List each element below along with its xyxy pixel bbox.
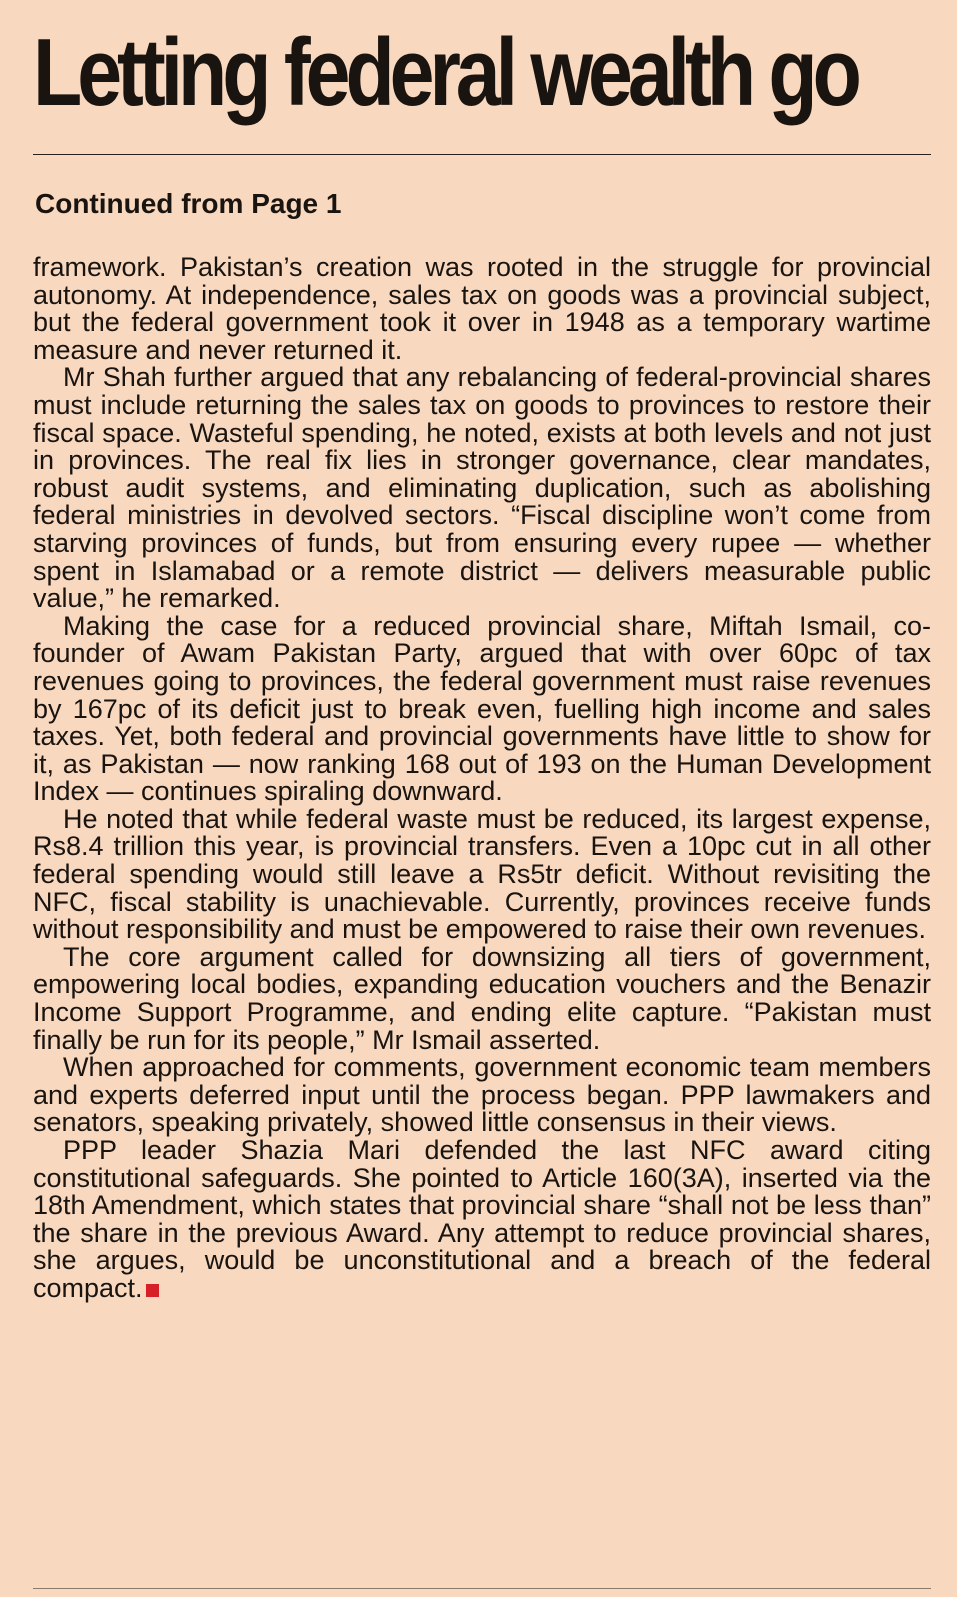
paragraph: He noted that while federal waste must be reduced, its largest expense, Rs8.4 trillion this year, is provincial transfers. Even a 10pc cut in all other federal spending would still leave a Rs5tr deficit. Without revisiting the NFC, fiscal stability is unachievable. Currently, provinces receive funds without responsibility and must be empowered to raise their own revenues. <box>33 803 931 945</box>
paragraph: The core argument called for downsizing all tiers of government, empowering local bodies, expanding education vouchers and the Benazir Income Support Programme, and ending elite capture. “Pakistan must finally be run for its people,” Mr Ismail asserted. <box>33 941 931 1055</box>
bottom-rule <box>33 1588 931 1589</box>
article-body <box>33 254 931 1303</box>
paragraph-last-text: PPP leader Shazia Mari defended the last NFC award citing constitutional safeguards. She pointed to Article 160(3A), inserted via the 18th Amendment, which states that provincial share “shall not be less than” the share in the previous Award. Any attempt to reduce provincial shares, she argues, would be unconstitutional and a breach of the federal compact. <box>33 1135 931 1303</box>
paragraph: When approached for comments, government economic team members and experts deferred input until the process began. PPP lawmakers and senators, speaking privately, showed little consensus in their views. <box>33 1052 931 1138</box>
headline-rule <box>33 154 931 155</box>
headline: Letting federal wealth go <box>33 19 857 126</box>
paragraph: Making the case for a reduced provincial share, Miftah Ismail, co-founder of Awam Pakistan Party, argued that with over 60pc of tax revenues going to provinces, the federal government must raise revenues by 167pc of its deficit just to break even, fuelling high income and sales taxes. Yet, both federal and provincial governments have little to show for it, as Pakistan — now ranking 168 out of 193 on the Human Development Index — continues spiraling downward. <box>33 610 931 807</box>
end-of-article-mark <box>146 1284 159 1297</box>
paragraph: framework. Pakistan’s creation was rooted in the struggle for provincial autonomy. At independence, sales tax on goods was a provincial subject, but the federal government took it over in 1948 as a temporary wartime measure and never returned it. <box>33 252 931 365</box>
paragraph-last <box>33 1137 931 1303</box>
paragraph: Mr Shah further argued that any rebalancing of federal-provincial shares must include returning the sales tax on goods to provinces to restore their fiscal space. Wasteful spending, he noted, exists at both levels and not just in provinces. The real fix lies in stronger governance, clear mandates, robust audit systems, and eliminating duplication, such as abolishing federal ministries in devolved sectors. “Fiscal discipline won’t come from starving provinces of funds, but from ensuring every rupee — whether spent in Islamabad or a remote district — delivers measurable public value,” he remarked. <box>33 362 931 614</box>
continued-from-label: Continued from Page 1 <box>35 188 342 219</box>
